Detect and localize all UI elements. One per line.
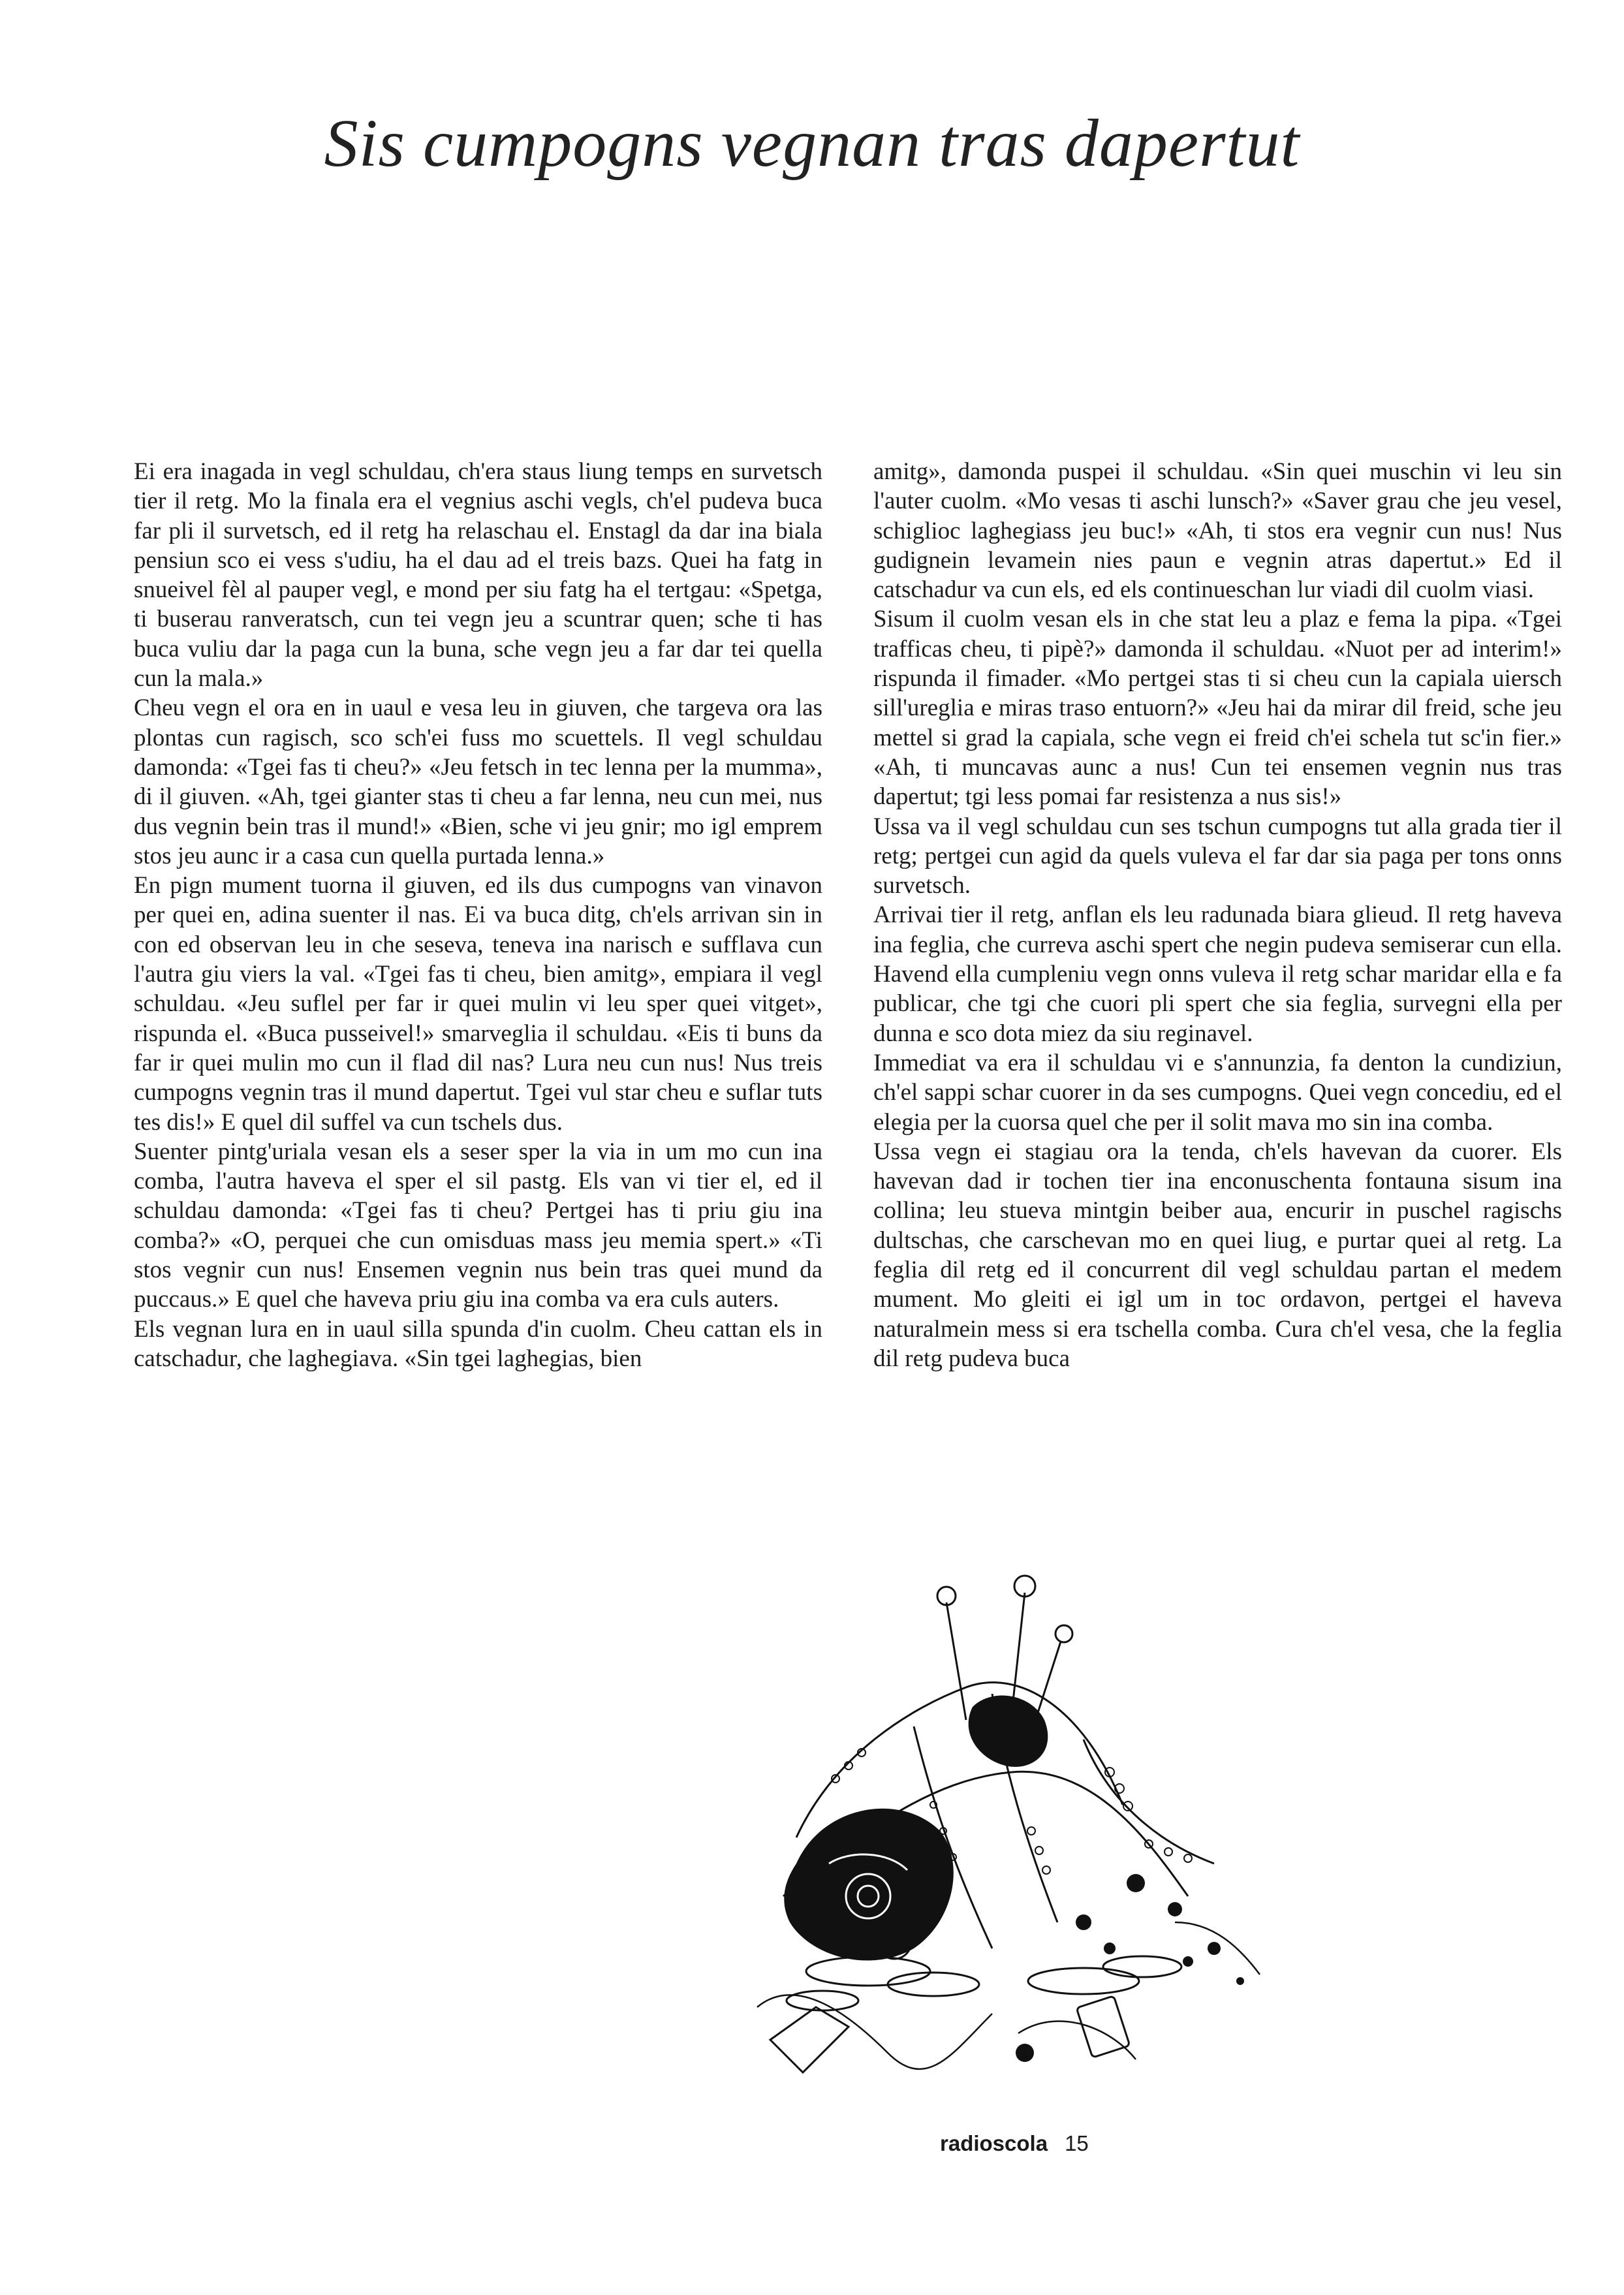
paragraph: Els vegnan lura en in uaul silla spunda d'in cuolm. Cheu cattan els in catschadur, che laghegiava. «Sin tgei laghegias, bien bbox=[134, 1315, 822, 1372]
paragraph: Arrivai tier il retg, anflan els leu radunada biara glieud. Il retg haveva ina feglia, che curreva aschi spert che negin pudeva semiserar cun ella. Havend ella cumpleniu vegn onns vuleva il retg schar maridar ella e fa publicar, che tgi che cuori pli spert che sia feglia, survegni ella per dunna e sco dota miez da siu reginavel. bbox=[873, 901, 1562, 1047]
paragraph: Ei era inagada in vegl schuldau, ch'era staus liung temps en survetsch tier il retg. Mo la finala era el vegnius aschi vegls, ch'el pudeva buca far pli il survetsch, ed il retg ha relaschau el. Enstagl da dar ina biala pensiun sco ei vess s'udiu, ha el dau ad el treis bazs. Quei ha fatg in snueivel fèl al pauper vegl, e mond per siu fatg ha el tertgau: «Spetga, ti buserau ranveratsch, cun tei vegn jeu a scuntrar quen; sche ti has buca vuliu dar la paga cun la buna, sche vegn jeu a far dar tei quella cun la mala.» bbox=[134, 458, 822, 693]
paragraph: Suenter pintg'uriala vesan els a seser sper la via in um mo cun ina comba, l'autra haveva el sper el sil pastg. Els van vi tier el, ed il schuldau damonda: «Tgei fas ti cheu? Pertgei has ti priu giu ina comba?» «O, perquei che cun omisduas mass jeu memia spert.» «Ti stos vegnir cun nus! Ensemen vegnin nus bein tras quei mund da puccaus.» E quel che haveva priu giu ina comba va era culs auters. bbox=[134, 1138, 822, 1313]
paragraph: Cheu vegn el ora en in uaul e vesa leu in giuven, che targeva ora las plontas cun ragisch, sco sch'ei fuss mo scuettels. Il vegl schuldau damonda: «Tgei fas ti cheu?» «Jeu fetsch in tec lenna per la mumma», di il giuven. «Ah, tgei gianter stas ti cheu a far lenna, neu cun mei, nus dus vegnin bein tras il mund!» «Bien, sche vi jeu gnir; mo igl emprem stos jeu aunc ir a casa cun quella purtada lenna.» bbox=[134, 695, 822, 869]
paragraph: Immediat va era il schuldau vi e s'annunzia, fa denton la cundiziun, ch'el sappi schar cuorer in da ses cumpogns. Quei vegn concediu, ed el elegia per la cuorsa quel che per il solit mava mo sin ina comba. bbox=[873, 1049, 1562, 1136]
paragraph: Sisum il cuolm vesan els in che stat leu a plaz e fema la pipa. «Tgei trafficas cheu, ti pipè?» damonda il schuldau. «Nuot per ad interim!» rispunda il fimader. «Mo pertgei stas ti si cheu cun la capiala uiersch sill'ureglia e miras traso entuorn?» «Jeu hai da mirar dil freid, sche jeu mettel si grad la capiala, sche vegn ei freid ch'ei schela tut sc'in fier.» «Ah, ti muncavas aunc a nus! Cun tei ensemen vegnin nus tras dapertut; tgi less pomai far resistenza a nus sis!» bbox=[873, 606, 1562, 811]
paragraph: En pign mument tuorna il giuven, ed ils dus cumpogns van vinavon per quei en, adina suenter il nas. Ei va buca ditg, ch'els arrivan sin in con ed observan leu in che seseva, teneva ina narisch e sufflava cun l'autra giu viers la val. «Tgei fas ti cheu, bien amitg», empiara il vegl schuldau. «Jeu suflel per far ir quei mulin vi leu sper quei vitget», rispunda el. «Buca pusseivel!» smarveglia il schuldau. «Eis ti buns da far ir quei mulin mo cun il flad dil nas? Lura neu cun nus! Nus treis cumpogns vegnin tras il mund dapertut. Tgei vul star cheu e suflar tuts tes dis!» E quel dil suffel va cun tschels dus. bbox=[134, 872, 822, 1136]
text-column-right bbox=[873, 457, 1562, 1514]
jewelry-pile-illustration bbox=[718, 1557, 1279, 2092]
paragraph: Ussa va il vegl schuldau cun ses tschun cumpogns tut alla grada tier il retg; pertgei cun agid da quels vuleva el far dar sia paga per tons onns survetsch. bbox=[873, 813, 1562, 899]
paragraph: Ussa vegn ei stagiau ora la tenda, ch'els havevan da cuorer. Els havevan dad ir tochen tier ina enconuschenta fontauna sisum ina collina; leu stueva mintgin beiber aua, encurir in puschel ragischs dultschas, che carschevan mo en quei liug, e purtar quei al retg. La feglia dil retg ed il concurrent dil vegl schuldau partan el medem mument. Mo gleiti ei igl um in toc ordavon, pertgei el haveva naturalmein mess si era tschella comba. Cura ch'el vesa, che la feglia dil retg pudeva buca bbox=[873, 1138, 1562, 1372]
page-number: 15 bbox=[1065, 2131, 1089, 2155]
paragraph: amitg», damonda puspei il schuldau. «Sin quei muschin vi leu sin l'auter cuolm. «Mo vesas ti aschi lunsch?» «Saver grau che jeu vesel, schiglioc laghegiass jeu buc!» «Ah, ti stos era vegnir cun nus! Nus gudignein levamein nies paun e vegnin atras dapertut.» Ed il catschadur va cun els, ed els continueschan lur viadi dil cuolm viasi. bbox=[873, 458, 1562, 604]
page-footer bbox=[940, 2131, 1089, 2156]
text-column-left bbox=[134, 457, 822, 1514]
page-title: Sis cumpogns vegnan tras dapertut bbox=[324, 106, 1300, 181]
publication-name: radioscola bbox=[940, 2131, 1048, 2155]
